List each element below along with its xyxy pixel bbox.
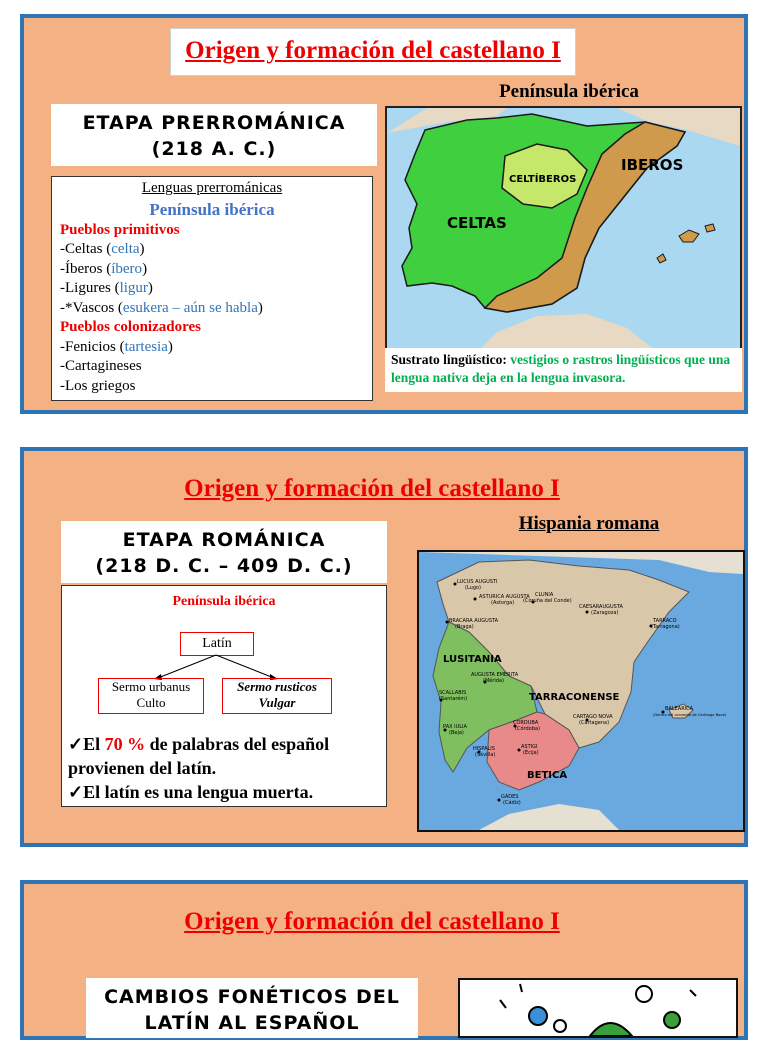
prerroman-languages-box: [51, 176, 373, 401]
map-title: Península ibérica: [499, 81, 639, 102]
list-subheading: Península ibérica: [149, 199, 275, 219]
group-colonizadores: Pueblos colonizadores: [60, 319, 201, 335]
city-scallabis: SCALLABIS: [439, 690, 467, 696]
stage-date: (218 A. C.): [151, 138, 277, 160]
substrate-label: Sustrato lingüístico:: [391, 352, 507, 367]
africa-land: [477, 314, 657, 352]
comic-svg: [460, 980, 736, 1036]
node-latin: Latín: [180, 632, 254, 656]
africa-land: [479, 804, 619, 830]
stage-name: ETAPA ROMÁNICA: [122, 529, 326, 551]
city-emerita-sub: (Mérida): [483, 678, 504, 684]
node-sermo-rusticos: Sermo rusticos Vulgar: [222, 678, 332, 714]
city-astigi-sub: (Écija): [523, 750, 539, 756]
city-dot: [586, 611, 589, 614]
speech-bubble-icon: [664, 1012, 680, 1028]
city-corduba: CORDUBA: [513, 720, 539, 726]
list-item: -Fenicios (tartesia): [60, 338, 173, 355]
bullet-70-percent: ✓El 70 % de palabras del español provienen del latín.: [68, 734, 330, 778]
island-mallorca: [679, 230, 699, 242]
list-item: -Ligures (ligur): [60, 280, 153, 296]
city-lucus-sub: (Lugo): [465, 585, 482, 591]
hispania-map: [417, 550, 745, 832]
city-gades: GADES: [501, 794, 519, 800]
iberian-map-svg: [387, 108, 740, 352]
city-clunia: CLUNIA: [535, 592, 554, 598]
list-heading: Lenguas prerrománicas: [141, 180, 283, 196]
city-emerita: AUGUSTA EMERITA: [471, 672, 519, 678]
city-pax: PAX IULIA: [443, 724, 467, 730]
motion-line: [520, 984, 522, 992]
list-item: -Los griegos: [60, 377, 136, 394]
list-item: -*Vascos (esukera – aún se habla): [60, 299, 263, 316]
hispania-map-svg: [419, 552, 743, 830]
city-hispalis: HISPALIS: [473, 746, 495, 752]
connector-left: [158, 655, 216, 678]
character-head-icon: [590, 1023, 632, 1036]
city-asturica-sub: (Astorga): [491, 600, 515, 606]
comic-image: [458, 978, 738, 1038]
slide-1: [20, 14, 748, 414]
motion-line: [500, 1000, 506, 1008]
slide-2: [20, 447, 748, 847]
slide-2-title: Origen y formación del castellano I: [170, 467, 574, 513]
city-asturica: ASTURICA AUGUSTA: [479, 594, 530, 600]
island-ibiza: [657, 254, 666, 263]
city-dot: [474, 598, 477, 601]
check-icon: ✓: [68, 782, 84, 802]
stage-box-cambios: [86, 978, 418, 1038]
slide-3: [20, 880, 748, 1040]
city-carthago-sub: (Cartagena): [579, 720, 610, 726]
connector-right: [216, 655, 274, 678]
city-hispalis-sub: (Sevilla): [475, 752, 496, 758]
check-icon: ✓: [68, 734, 84, 754]
city-scallabis-sub: (Santarém): [439, 696, 468, 702]
city-astigi: ASTIGI: [521, 744, 538, 750]
city-caesar-sub: (Zaragoza): [591, 610, 619, 616]
city-carthago: CARTAGO NOVA: [573, 714, 613, 720]
city-balearica: BALEARICA: [665, 706, 694, 712]
speech-bubble-icon: [636, 986, 652, 1002]
stage-date: (218 D. C. – 409 D. C.): [95, 555, 353, 577]
stage-box-romanica: [61, 521, 387, 583]
substrate-box: [385, 348, 742, 392]
list-item: -Íberos (íbero): [60, 260, 148, 277]
city-balearica-sub: (Dentro del convento de Carthago Nova): [653, 713, 727, 717]
island-menorca: [705, 224, 715, 232]
city-bracara-sub: (Braga): [455, 624, 474, 630]
slide-1-title: Origen y formación del castellano I: [170, 28, 576, 76]
group-primitivos: Pueblos primitivos: [60, 221, 180, 238]
speech-bubble-icon: [529, 1007, 547, 1025]
city-corduba-sub: (Córdoba): [515, 726, 540, 732]
stage-box-prerromanica: [51, 104, 377, 166]
label-celtiberos: CELTÍBEROS: [509, 174, 577, 185]
stage-name-2: LATÍN AL ESPAÑOL: [144, 1012, 360, 1034]
city-gades-sub: (Cádiz): [503, 800, 521, 806]
bullet-latin-dead: ✓El latín es una lengua muerta.: [68, 782, 314, 802]
motion-line: [690, 990, 696, 996]
stage-name: CAMBIOS FONÉTICOS DEL: [104, 986, 400, 1008]
node-sermo-urbanus: Sermo urbanus Culto: [98, 678, 204, 714]
latin-box: [61, 585, 387, 807]
city-bracara: BRACARA AUGUSTA: [449, 618, 499, 624]
substrate-text: vestigios o rastros lingüísticos que una lengua nativa deja en la lengua invasora.: [391, 352, 731, 385]
city-lucus: LUCUS AUGUSTI: [457, 579, 498, 585]
list-item: -Cartagineses: [60, 358, 142, 374]
city-pax-sub: (Beja): [449, 730, 464, 736]
city-tarraco-sub: (Tarragona): [651, 624, 680, 630]
label-tarraconense: TARRACONENSE: [529, 692, 620, 703]
iberian-map: [385, 106, 742, 354]
city-tarraco: TARRACO: [653, 618, 677, 624]
map-title: Hispania romana: [518, 513, 660, 534]
label-celtas: CELTAS: [447, 214, 507, 232]
city-clunia-sub: (Coruña del Conde): [523, 598, 572, 604]
city-caesar: CAESARAUGUSTA: [579, 604, 623, 610]
stage-name: ETAPA PRERROMÁNICA: [82, 112, 346, 134]
latin-box-heading: Península ibérica: [172, 594, 276, 609]
label-lusitania: LUSITANIA: [443, 654, 502, 665]
speech-bubble-icon: [554, 1020, 566, 1032]
list-item: -Celtas (celta): [60, 241, 145, 257]
label-betica: BETICA: [527, 770, 568, 781]
slide-3-title: Origen y formación del castellano I: [170, 900, 574, 946]
label-iberos: IBEROS: [621, 156, 684, 174]
